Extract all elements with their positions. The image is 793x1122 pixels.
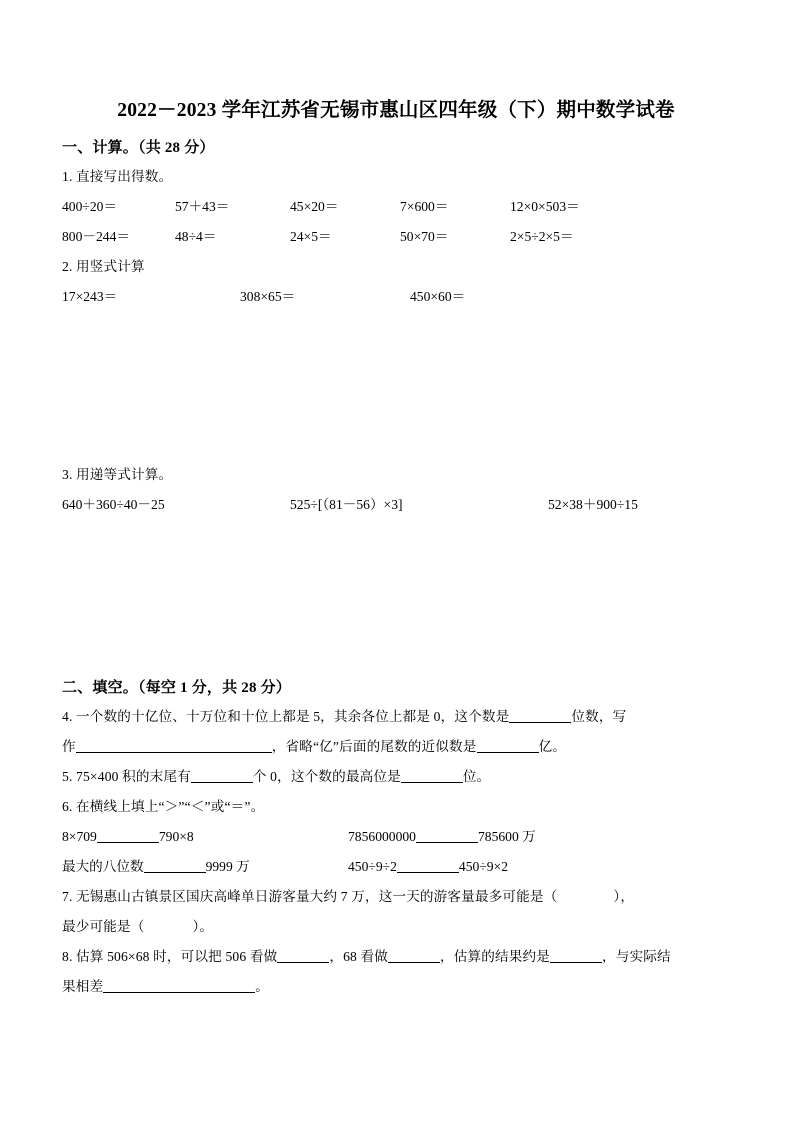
question-5-text-a: 5. 75×400 积的末尾有 [62, 769, 191, 784]
question-7-text-d: ）。 [192, 919, 214, 934]
calc-item: 17×243＝ [62, 289, 118, 304]
compare-pair [348, 852, 508, 882]
calc-item: 50×70＝ [400, 229, 449, 244]
calc-item: 45×20＝ [290, 199, 339, 214]
question-7-text-c: 最少可能是（ [62, 919, 145, 934]
question-7-line-2 [62, 912, 730, 942]
question-4-line-1 [62, 702, 730, 732]
question-3-row-1 [62, 490, 730, 520]
question-4-text-d: ，省略“亿”后面的尾数的近似数是 [271, 739, 477, 754]
question-8-text-e: 果相差 [62, 979, 104, 994]
compare-pair [348, 822, 536, 852]
answer-blank[interactable] [191, 769, 253, 783]
compare-left: 8×709 [62, 829, 97, 844]
calc-item: 12×0×503＝ [510, 199, 580, 214]
question-6-compare-row-2 [62, 852, 730, 882]
answer-blank[interactable] [388, 949, 440, 963]
answer-blank[interactable] [509, 709, 571, 723]
compare-right: 9999 万 [205, 859, 250, 874]
question-8-line-2 [62, 972, 730, 1002]
calc-item: 400÷20＝ [62, 199, 118, 214]
answer-blank[interactable] [144, 859, 206, 873]
answer-blank[interactable] [550, 949, 602, 963]
question-2-work-area [62, 312, 730, 460]
question-3-work-area [62, 520, 730, 674]
compare-right: 450÷9×2 [458, 859, 509, 874]
compare-pair [62, 822, 194, 852]
answer-blank[interactable] [277, 949, 329, 963]
calc-item: 308×65＝ [240, 289, 296, 304]
compare-pair [62, 852, 250, 882]
question-4-line-2 [62, 732, 730, 762]
answer-blank[interactable] [397, 859, 459, 873]
question-5-text-c: 位。 [462, 769, 491, 784]
calc-item: 2×5÷2×5＝ [510, 229, 574, 244]
question-8-text-d: ，与实际结 [601, 949, 671, 964]
calc-item: 52×38＋900÷15 [548, 497, 638, 512]
answer-blank[interactable] [97, 829, 159, 843]
question-6-compare-row-1 [62, 822, 730, 852]
calc-item: 450×60＝ [410, 289, 466, 304]
question-7-text-a: 7. 无锡惠山古镇景区国庆高峰单日游客量大约 7 万，这一天的游客量最多可能是（ [62, 889, 558, 904]
question-3-prompt: 3. 用递等式计算。 [62, 467, 173, 482]
compare-left: 7856000000 [348, 829, 416, 844]
question-5-text-b: 个 0，这个数的最高位是 [252, 769, 401, 784]
compare-left: 最大的八位数 [62, 859, 144, 874]
compare-left: 450÷9÷2 [348, 859, 397, 874]
question-2-prompt: 2. 用竖式计算 [62, 259, 145, 274]
section-heading-calculation: 一、计算。（共 28 分） [62, 140, 215, 156]
question-1-row-1 [62, 192, 730, 222]
calc-item: 48÷4＝ [175, 229, 217, 244]
compare-right: 785600 万 [477, 829, 536, 844]
question-8-text-c: ，估算的结果约是 [440, 949, 550, 964]
question-8-line-1 [62, 942, 730, 972]
question-4-text-c: 作 [62, 739, 76, 754]
calc-item: 800－244＝ [62, 229, 130, 244]
compare-right: 790×8 [158, 829, 194, 844]
question-1-row-2 [62, 222, 730, 252]
calc-item: 24×5＝ [290, 229, 332, 244]
calc-item: 640＋360÷40－25 [62, 497, 165, 512]
answer-blank[interactable] [76, 739, 272, 753]
question-1-prompt: 1. 直接写出得数。 [62, 169, 173, 184]
page-title: 2022－2023 学年江苏省无锡市惠山区四年级（下）期中数学试卷 [117, 100, 675, 121]
calc-item: 525÷[（81－56）×3] [290, 497, 403, 512]
section-heading-fill-blank: 二、填空。（每空 1 分，共 28 分） [62, 680, 292, 696]
page-content [62, 96, 730, 1002]
calc-item: 57＋43＝ [175, 199, 230, 214]
question-4-text-b: 位数，写 [571, 709, 627, 724]
calc-item: 7×600＝ [400, 199, 449, 214]
question-8-text-b: ，68 看做 [329, 949, 389, 964]
question-6-prompt: 6. 在横线上填上“＞”“＜”或“＝”。 [62, 799, 265, 814]
question-4-text-a: 4. 一个数的十亿位、十万位和十位上都是 5，其余各位上都是 0，这个数是 [62, 709, 510, 724]
answer-blank[interactable] [416, 829, 478, 843]
answer-blank[interactable] [477, 739, 539, 753]
question-8-text-a: 8. 估算 506×68 时，可以把 506 看做 [62, 949, 278, 964]
answer-blank[interactable] [103, 979, 255, 993]
answer-blank[interactable] [401, 769, 463, 783]
question-7-text-b: ）， [613, 889, 635, 904]
question-4-text-e: 亿。 [538, 739, 567, 754]
question-5-line-1 [62, 762, 730, 792]
question-8-text-f: 。 [255, 979, 269, 994]
question-2-row-1 [62, 282, 730, 312]
question-7-line-1 [62, 882, 730, 912]
